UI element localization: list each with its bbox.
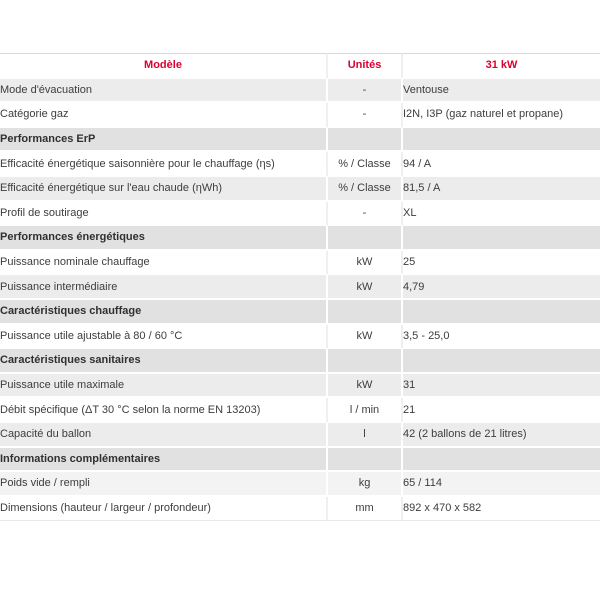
section-title: Caractéristiques sanitaires <box>0 349 328 374</box>
cell-unit: kW <box>328 374 403 399</box>
section-row <box>0 226 600 251</box>
cell-value: 94 / A <box>403 152 600 177</box>
cell-unit: kW <box>328 325 403 350</box>
header-power: 31 kW <box>403 53 600 79</box>
table-row <box>0 177 600 202</box>
cell-label: Capacité du ballon <box>0 423 328 448</box>
cell-value: 31 <box>403 374 600 399</box>
cell-label: Débit spécifique (ΔT 30 °C selon la norme EN 13203) <box>0 398 328 423</box>
table-row <box>0 202 600 227</box>
section-title: Caractéristiques chauffage <box>0 300 328 325</box>
section-empty-value <box>403 349 600 374</box>
cell-label: Puissance utile maximale <box>0 374 328 399</box>
cell-value: Ventouse <box>403 79 600 104</box>
table-row <box>0 251 600 276</box>
section-empty-unit <box>328 300 403 325</box>
section-empty-value <box>403 226 600 251</box>
cell-value: 81,5 / A <box>403 177 600 202</box>
cell-label: Puissance intermédiaire <box>0 275 328 300</box>
table-row <box>0 275 600 300</box>
cell-unit: - <box>328 202 403 227</box>
cell-unit: % / Classe <box>328 177 403 202</box>
header-model: Modèle <box>0 53 328 79</box>
cell-value: XL <box>403 202 600 227</box>
section-empty-value <box>403 128 600 153</box>
cell-unit: % / Classe <box>328 152 403 177</box>
section-empty-unit <box>328 226 403 251</box>
table-row <box>0 103 600 128</box>
cell-value: 4,79 <box>403 275 600 300</box>
cell-label: Efficacité énergétique sur l'eau chaude (ηWh) <box>0 177 328 202</box>
cell-unit: kg <box>328 472 403 497</box>
cell-unit: mm <box>328 497 403 522</box>
cell-value: 25 <box>403 251 600 276</box>
cell-label: Efficacité énergétique saisonnière pour le chauffage (ηs) <box>0 152 328 177</box>
cell-unit: l / min <box>328 398 403 423</box>
table-row <box>0 423 600 448</box>
cell-label: Poids vide / rempli <box>0 472 328 497</box>
section-empty-unit <box>328 128 403 153</box>
spec-table <box>0 53 600 521</box>
spec-table-container <box>0 53 600 521</box>
cell-unit: - <box>328 79 403 104</box>
table-row <box>0 79 600 104</box>
cell-label: Puissance utile ajustable à 80 / 60 °C <box>0 325 328 350</box>
section-title: Performances énergétiques <box>0 226 328 251</box>
header-row <box>0 53 600 79</box>
section-row <box>0 300 600 325</box>
spec-table-header <box>0 53 600 79</box>
section-empty-value <box>403 448 600 473</box>
cell-unit: kW <box>328 251 403 276</box>
cell-label: Dimensions (hauteur / largeur / profondeur) <box>0 497 328 522</box>
section-row <box>0 448 600 473</box>
table-row <box>0 374 600 399</box>
cell-unit: - <box>328 103 403 128</box>
cell-value: 21 <box>403 398 600 423</box>
section-empty-unit <box>328 448 403 473</box>
section-title: Informations complémentaires <box>0 448 328 473</box>
section-row <box>0 128 600 153</box>
cell-label: Puissance nominale chauffage <box>0 251 328 276</box>
section-row <box>0 349 600 374</box>
spec-table-body <box>0 79 600 522</box>
cell-value: 42 (2 ballons de 21 litres) <box>403 423 600 448</box>
table-row <box>0 152 600 177</box>
section-empty-value <box>403 300 600 325</box>
cell-label: Profil de soutirage <box>0 202 328 227</box>
cell-value: I2N, I3P (gaz naturel et propane) <box>403 103 600 128</box>
cell-label: Catégorie gaz <box>0 103 328 128</box>
table-row <box>0 497 600 522</box>
cell-value: 3,5 - 25,0 <box>403 325 600 350</box>
section-title: Performances ErP <box>0 128 328 153</box>
cell-label: Mode d'évacuation <box>0 79 328 104</box>
section-empty-unit <box>328 349 403 374</box>
cell-unit: kW <box>328 275 403 300</box>
cell-value: 892 x 470 x 582 <box>403 497 600 522</box>
cell-unit: l <box>328 423 403 448</box>
header-units: Unités <box>328 53 403 79</box>
table-row <box>0 325 600 350</box>
table-row <box>0 472 600 497</box>
cell-value: 65 / 114 <box>403 472 600 497</box>
table-row <box>0 398 600 423</box>
